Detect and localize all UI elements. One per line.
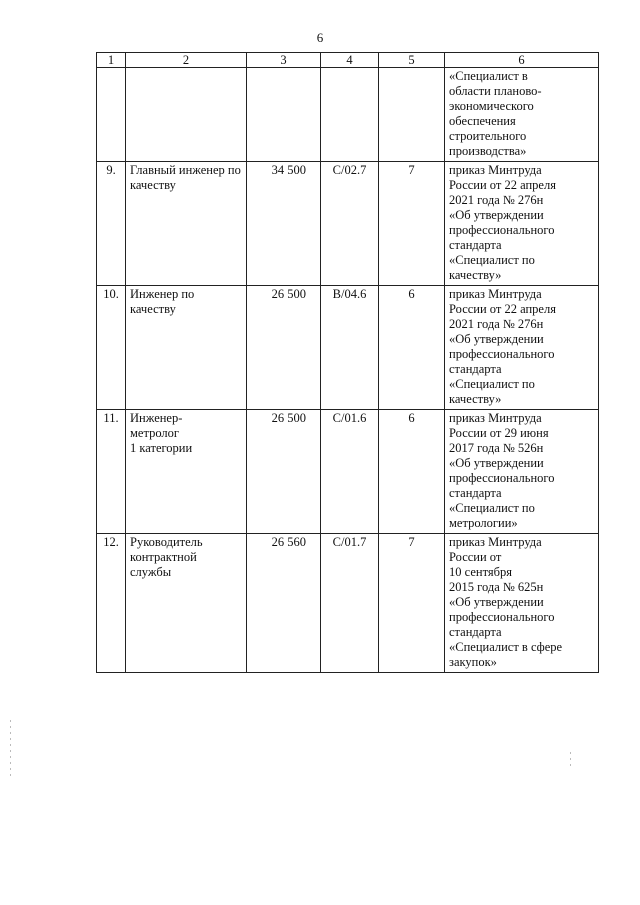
row-number: 12. bbox=[97, 534, 126, 673]
row-number bbox=[97, 68, 126, 162]
header-col-6: 6 bbox=[445, 53, 599, 68]
position-title: Главный инженер по качеству bbox=[126, 162, 247, 286]
table-row bbox=[97, 286, 599, 410]
header-col-2: 2 bbox=[126, 53, 247, 68]
row-number: 9. bbox=[97, 162, 126, 286]
header-col-3: 3 bbox=[247, 53, 321, 68]
qualification-level: 7 bbox=[379, 534, 445, 673]
qualification-level: 7 bbox=[379, 162, 445, 286]
function-code: В/04.6 bbox=[321, 286, 379, 410]
salary-value bbox=[247, 68, 321, 162]
table-row bbox=[97, 68, 599, 162]
salary-value: 26 560 bbox=[247, 534, 321, 673]
position-title: Руководитель контрактной службы bbox=[126, 534, 247, 673]
regulation-reference: приказ Минтруда России от 29 июня 2017 года № 526н «Об утверждении профессионального стандарта «Специалист по метрологии» bbox=[445, 410, 599, 534]
salary-value: 26 500 bbox=[247, 410, 321, 534]
table-row bbox=[97, 534, 599, 673]
scan-edge-mark bbox=[10, 720, 11, 780]
header-col-4: 4 bbox=[321, 53, 379, 68]
function-code: С/01.7 bbox=[321, 534, 379, 673]
table-row bbox=[97, 410, 599, 534]
table-row bbox=[97, 162, 599, 286]
regulation-reference: приказ Минтруда России от 10 сентября 2015 года № 625н «Об утверждении профессионального стандарта «Специалист в сфере закупок» bbox=[445, 534, 599, 673]
header-col-1: 1 bbox=[97, 53, 126, 68]
regulation-reference: приказ Минтруда России от 22 апреля 2021 года № 276н «Об утверждении профессионального стандарта «Специалист по качеству» bbox=[445, 286, 599, 410]
position-title bbox=[126, 68, 247, 162]
position-title: Инженер по качеству bbox=[126, 286, 247, 410]
qualification-level: 6 bbox=[379, 286, 445, 410]
staff-table bbox=[96, 52, 599, 673]
salary-value: 34 500 bbox=[247, 162, 321, 286]
regulation-reference: «Специалист в области планово- экономического обеспечения строительного производства» bbox=[445, 68, 599, 162]
qualification-level: 6 bbox=[379, 410, 445, 534]
row-number: 10. bbox=[97, 286, 126, 410]
regulation-reference: приказ Минтруда России от 22 апреля 2021 года № 276н «Об утверждении профессионального стандарта «Специалист по качеству» bbox=[445, 162, 599, 286]
function-code: С/02.7 bbox=[321, 162, 379, 286]
row-number: 11. bbox=[97, 410, 126, 534]
function-code bbox=[321, 68, 379, 162]
qualification-level bbox=[379, 68, 445, 162]
scan-edge-mark bbox=[570, 752, 571, 766]
header-col-5: 5 bbox=[379, 53, 445, 68]
salary-value: 26 500 bbox=[247, 286, 321, 410]
table-header-row bbox=[97, 53, 599, 68]
page-number: 6 bbox=[316, 30, 324, 45]
position-title: Инженер- метролог 1 категории bbox=[126, 410, 247, 534]
function-code: С/01.6 bbox=[321, 410, 379, 534]
